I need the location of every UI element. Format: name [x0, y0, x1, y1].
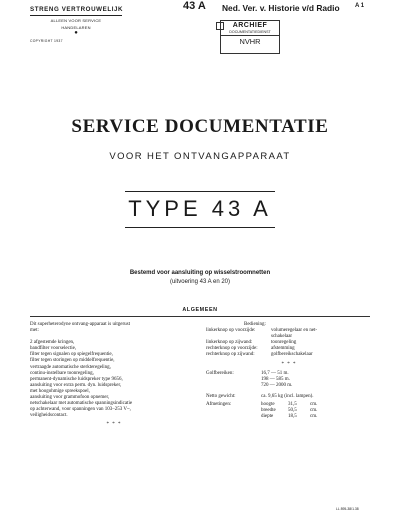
dimension-unit: cm.: [310, 414, 318, 420]
feature-item: aansluiting voor extra perm. dyn. luidspreker,: [30, 382, 122, 388]
restriction-line-1: ALLEEN VOOR SERVICE: [50, 18, 102, 23]
separator-stars: * * *: [281, 361, 297, 367]
control-function: toonregeling: [271, 340, 297, 346]
restriction-line-2: HANDELAREN: [61, 25, 91, 30]
mains-note: Bestemd voor aansluiting op wisselstroomnetten: [129, 270, 271, 276]
feature-item: veiligheidscontact.: [30, 413, 68, 419]
type-rule-bottom: [125, 227, 275, 228]
type-title: TYPE 43 A: [128, 196, 272, 221]
archive-stamp-line-1: ARCHIEF: [232, 22, 268, 29]
feature-item: op achterwand, voor spanningen van 103–253 V~,: [30, 407, 131, 413]
feature-item: 2 afgestemde kringen,: [30, 340, 75, 346]
feature-item: continu-instelbare toonregeling,: [30, 370, 94, 376]
feature-item: aansluiting voor grammofoon opnemer,: [30, 395, 110, 401]
variant-note: (uitvoering 43 A en 20): [169, 279, 231, 285]
feature-item: permanent-dynamische luidspreker type 9656,: [30, 376, 123, 382]
feature-item: filter tegen signalen op spiegelfrequentie,: [30, 352, 113, 358]
page-mark: A 1: [355, 3, 365, 9]
archive-stamp-line-2: DOCUMENTATIEDIENST: [221, 30, 279, 36]
control-function: schakelaar: [271, 334, 293, 340]
control-row: [206, 352, 372, 358]
model-number-handwritten: 43 A: [183, 0, 206, 12]
right-column: [206, 322, 372, 420]
intro-line: met:: [30, 328, 39, 334]
control-knob: rechterknop op zijwand:: [206, 352, 255, 358]
dimension-name: diepte: [261, 414, 274, 420]
feature-item: filter tegen storingen op middelfrequentie,: [30, 358, 115, 364]
intro-line: Dit superheterodyne ontvang-apparaat is uitgerust: [30, 322, 130, 327]
confidentiality-label: STRENG VERTROUWELIJK: [30, 6, 122, 16]
type-rule-top: [125, 191, 275, 192]
wave-range: 720 — 2000 m.: [261, 382, 293, 388]
separator-stars: * * *: [106, 422, 122, 428]
dimension-unit: cm.: [310, 408, 318, 414]
feature-item: met hoogohmige spreekspoel,: [30, 388, 90, 394]
dimension-value: 31,5: [288, 402, 297, 408]
footer-code: LL 895-38/1.38: [336, 507, 359, 511]
weight-value: ca. 9,65 kg (incl. lampen).: [261, 393, 314, 399]
section-rule: [30, 316, 370, 317]
bediening-label: Bediening:: [244, 322, 266, 327]
feature-item: bandfilter voorselectie,: [30, 346, 77, 352]
feature-item: vertraagde automatische sterkteregeling,: [30, 364, 111, 370]
weight-label: Netto gewicht:: [206, 393, 236, 399]
control-knob: linkerknop op voorzijde:: [206, 328, 256, 334]
control-knob: linkerknop op zijwand:: [206, 340, 253, 346]
feature-item: netschakelaar met automatische spanningsindicatie: [30, 401, 133, 407]
control-function: golfbereikschakelaar: [271, 352, 313, 358]
owner-stamp-line: Ned. Ver. v. Historie v/d Radio: [222, 3, 340, 13]
dimension-name: breedte: [261, 408, 276, 414]
left-column: [30, 322, 198, 429]
section-heading: ALGEMEEN: [182, 307, 218, 313]
golfbereiken-label: Golfbereiken:: [206, 370, 234, 376]
document-subtitle: VOOR HET ONTVANGAPPARAAT: [109, 151, 291, 162]
dimension-unit: cm.: [310, 402, 318, 408]
dimension-value: 50,5: [288, 408, 297, 414]
archive-stamp: [220, 20, 280, 54]
control-knob: rechterknop op voorzijde:: [206, 346, 258, 352]
control-function: volumeregelaar en net-: [271, 328, 318, 334]
copyright-label: COPYRIGHT 1937: [30, 39, 63, 43]
dimension-name: hoogte: [261, 402, 275, 408]
archive-stamp-line-3: NVHR: [239, 37, 261, 46]
wave-range: 198 — 585 m.: [261, 376, 290, 382]
document-title: SERVICE DOCUMENTATIE: [71, 116, 329, 137]
confidentiality-block: [30, 6, 122, 36]
dimensions-label: Afmetingen:: [206, 402, 232, 408]
wave-range: 16,7 — 51 m.: [261, 370, 289, 376]
dimension-value: 18,5: [288, 414, 297, 420]
control-function: afstemming: [271, 346, 295, 352]
dimension-row: [206, 414, 372, 420]
bullet-mark: ●: [74, 30, 78, 36]
